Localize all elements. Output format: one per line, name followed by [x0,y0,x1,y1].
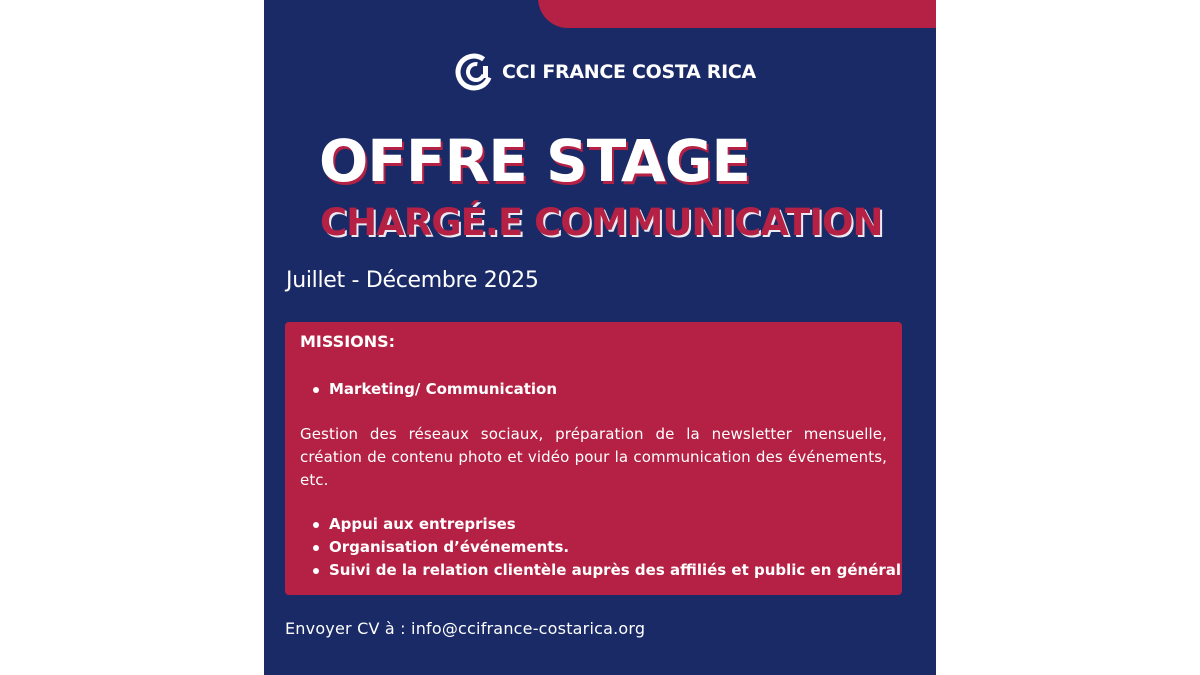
brand-name: CCI FRANCE COSTA RICA [502,61,756,83]
missions-heading: MISSIONS: [300,332,396,351]
missions-panel [285,322,902,595]
mission-item: Marketing/ Communication [313,378,887,401]
other-missions-list [300,513,902,582]
corner-accent-band [538,0,936,28]
offer-title: OFFRE STAGE [319,127,750,195]
mission-item: Appui aux entreprises [313,513,887,536]
mission-item: Suivi de la relation clientèle auprès des affiliés et public en général [313,559,887,582]
contact-email-text: Envoyer CV à : info@ccifrance-costarica.org [285,619,646,638]
brand-logo [454,50,756,94]
cci-logo-icon [454,52,494,92]
internship-dates: Juillet - Décembre 2025 [286,268,539,293]
mission-description: Gestion des réseaux sociaux, préparation de la newsletter mensuelle, création de contenu photo et vidéo pour la communication des événements, etc. [300,425,887,489]
job-offer-poster [264,0,936,675]
mission-item: Organisation d’événements. [313,536,887,559]
primary-mission-list [300,378,887,401]
position-title: CHARGÉ.E COMMUNICATION [320,201,883,244]
